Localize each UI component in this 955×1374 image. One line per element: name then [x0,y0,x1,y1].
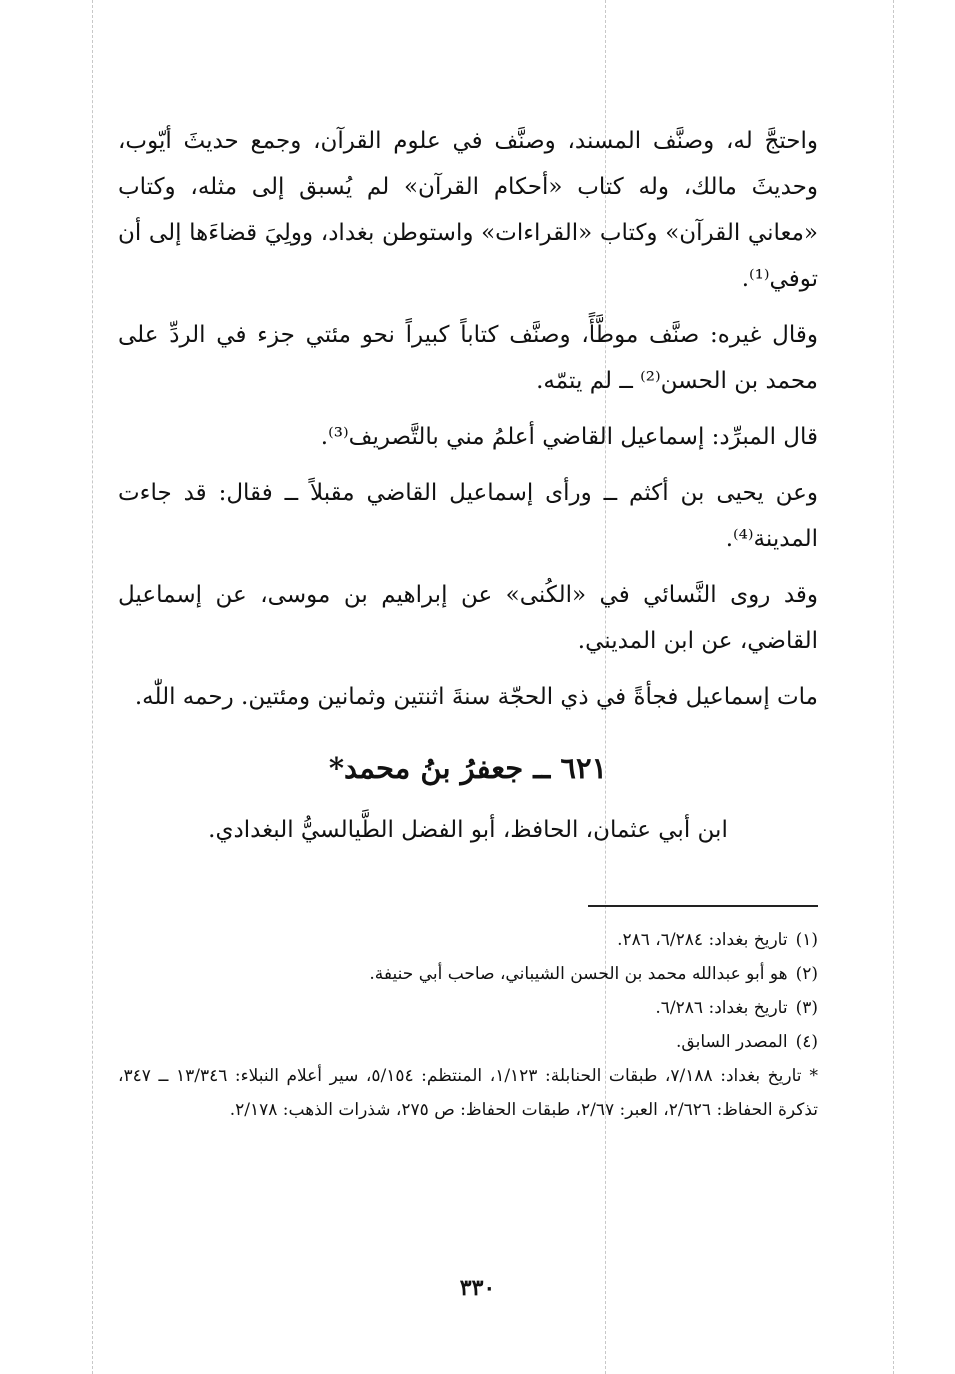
footnote [118,991,818,1025]
footnote [118,1025,818,1059]
body-paragraph: وقال غيره: صنَّف موطَّأً، وصنَّف كتاباً كبيراً نحو مئتي جزء في الردِّ على محمد بن الحسن⁽²⁾ ــ لم يتمّه. [118,322,818,394]
guide-line-right [893,0,894,1374]
body-paragraph: قال المبرِّد: إسماعيل القاضي أعلمُ مني بالتَّصريف⁽³⁾. [320,424,818,450]
source-note [118,1059,818,1127]
footnote-text: تاريخ بغداد: ٦/٢٨٤، ٢٨٦. [617,930,788,950]
entry-heading: ٦٢١ ــ جعفرُ بنُ محمد* [328,751,608,785]
footnote-text: تاريخ بغداد: ٦/٢٨٦. [655,998,788,1018]
footnote [118,957,818,991]
footnote-text: هو أبو عبدالله محمد بن الحسن الشيباني، صاحب أبي حنيفة. [369,964,788,984]
body-paragraph: وقد روى النَّسائي في «الكُنى» عن إبراهيم بن موسى، عن إسماعيل القاضي، عن ابن المديني. [118,582,818,654]
footnote-marker: (٣) [795,998,818,1018]
footnotes [118,923,818,1127]
body-paragraph: مات إسماعيل فجأةً في ذي الحجّة سنةَ اثنتين وثمانين ومئتين. رحمه اللّٰه. [134,684,818,710]
body-paragraph: واحتجَّ له، وصنَّف المسند، وصنَّف في علوم القرآن، وجمع حديثَ أيّوب، وحديثَ مالك، وله كتاب «أحكام القرآن» لم يُسبق إلى مثله، وكتاب «معاني القرآن» وكتاب «القراءات» واستوطن بغداد، وولِيَ قضاءَها إلى أن توفي⁽¹⁾. [118,128,818,292]
source-note-text: تاريخ بغداد: ٧/١٨٨، طبقات الحنابلة: ١/١٢٣، المنتظم: ٥/١٥٤، سير أعلام النبلاء: ١٣/٣٤٦ ــ ٣٤٧، تذكرة الحفاظ: ٢/٦٢٦، العبر: ٢/٦٧، طبقات الحفاظ: ص ٢٧٥، شذرات الذهب: ٢/١٧٨. [118,1066,818,1120]
footnote-divider [588,905,818,907]
footnote-text: المصدر السابق. [676,1032,788,1052]
page-content [118,118,818,1127]
footnote-marker: (١) [795,930,818,950]
footnote-marker: (٢) [795,964,818,984]
body-paragraph: وعن يحيى بن أكثم ــ ورأى إسماعيل القاضي مقبلاً ــ فقال: قد جاءت المدينة⁽⁴⁾. [118,480,818,552]
guide-line-left [92,0,93,1374]
footnote [118,923,818,957]
footnote-marker: (٤) [795,1032,818,1052]
page-number: ٣٣٠ [459,1275,496,1301]
entry-subline: ابن أبي عثمان، الحافظ، أبو الفضل الطَّيالسيُّ البغدادي. [208,817,728,843]
source-note-marker: * [809,1066,818,1086]
